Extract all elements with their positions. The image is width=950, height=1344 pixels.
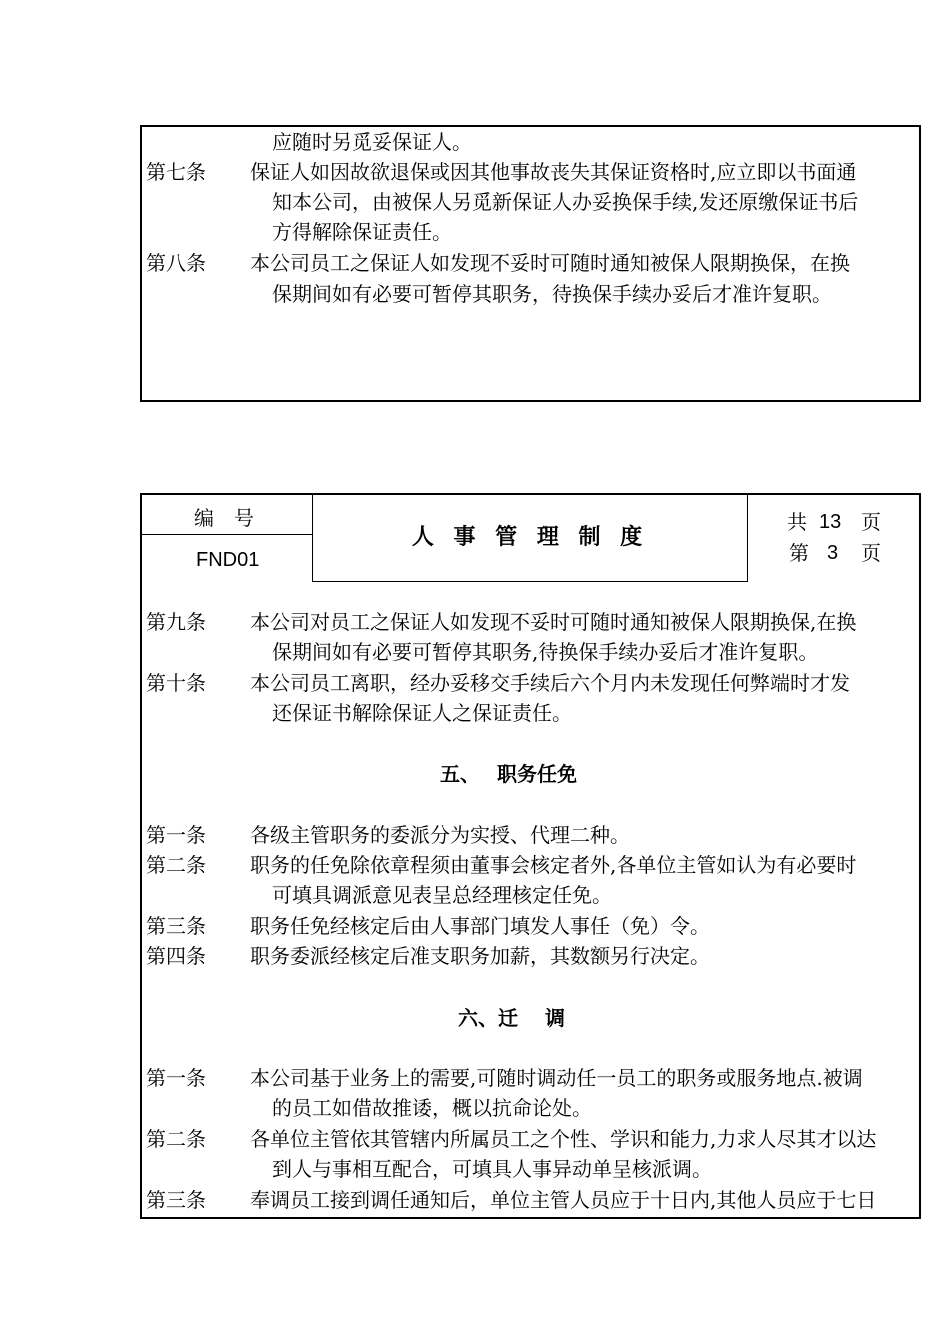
total-pages-label: 共	[787, 510, 807, 534]
line-text: 职务任免经核定后由人事部门填发人事任（免）令。	[250, 914, 710, 938]
section-heading-5: 五、 职务任免	[440, 762, 577, 786]
line-text: 的员工如借故推诿，概以抗命论处。	[272, 1096, 592, 1120]
current-page-unit: 页	[861, 541, 881, 565]
line-text: 可填具调派意见表呈总经理核定任免。	[272, 883, 612, 907]
line-text: 还保证书解除保证人之保证责任。	[272, 701, 572, 725]
line-text: 保期间如有必要可暂停其职务，待换保手续办妥后才准许复职。	[272, 282, 832, 306]
document-title: 人 事 管 理 制 度	[411, 524, 649, 550]
article-label: 第八条	[146, 251, 206, 275]
line-text: 保期间如有必要可暂停其职务,待换保手续办妥后才准许复职。	[272, 640, 819, 664]
line-text: 本公司员工之保证人如发现不妥时可随时通知被保人限期换保，在换	[250, 251, 850, 275]
current-page-label: 第	[789, 541, 809, 565]
article-label: 第九条	[146, 610, 206, 634]
article-label: 第二条	[146, 1127, 206, 1151]
code-label: 编 号	[194, 506, 254, 530]
total-pages-value: 13	[819, 511, 842, 533]
article-label: 第一条	[146, 823, 206, 847]
line-text: 职务委派经核定后准支职务加薪，其数额另行决定。	[250, 944, 710, 968]
section-heading-6: 六、迁 调	[458, 1006, 565, 1030]
article-label: 第二条	[146, 853, 206, 877]
article-label: 第四条	[146, 944, 206, 968]
line-text: 本公司基于业务上的需要,可随时调动任一员工的职务或服务地点.被调	[250, 1066, 863, 1090]
line-text: 本公司对员工之保证人如发现不妥时可随时通知被保人限期换保,在换	[250, 610, 857, 634]
line-text: 奉调员工接到调任通知后，单位主管人员应于十日内,其他人员应于七日	[250, 1188, 877, 1212]
code-value: FND01	[196, 549, 260, 571]
line-text: 方得解除保证责任。	[272, 220, 452, 244]
line-text: 知本公司，由被保人另觅新保证人办妥换保手续,发还原缴保证书后	[272, 190, 859, 214]
article-label: 第七条	[146, 160, 206, 184]
code-divider	[142, 534, 312, 535]
total-pages-unit: 页	[861, 510, 881, 534]
article-label: 第十条	[146, 671, 206, 695]
article-label: 第一条	[146, 1066, 206, 1090]
line-text: 各级主管职务的委派分为实授、代理二种。	[250, 823, 630, 847]
article-label: 第三条	[146, 1188, 206, 1212]
line-text: 职务的任免除依章程须由董事会核定者外,各单位主管如认为有必要时	[250, 853, 857, 877]
line-text: 到人与事相互配合，可填具人事异动单呈核派调。	[272, 1157, 712, 1181]
line-text: 保证人如因故欲退保或因其他事故丧失其保证资格时,应立即以书面通	[250, 160, 857, 184]
line-text: 应随时另觅妥保证人。	[272, 130, 472, 154]
article-label: 第三条	[146, 914, 206, 938]
line-text: 本公司员工离职，经办妥移交手续后六个月内未发现任何弊端时才发	[250, 671, 850, 695]
current-page-value: 3	[827, 542, 839, 564]
line-text: 各单位主管依其管辖内所属员工之个性、学识和能力,力求人尽其才以达	[250, 1127, 877, 1151]
